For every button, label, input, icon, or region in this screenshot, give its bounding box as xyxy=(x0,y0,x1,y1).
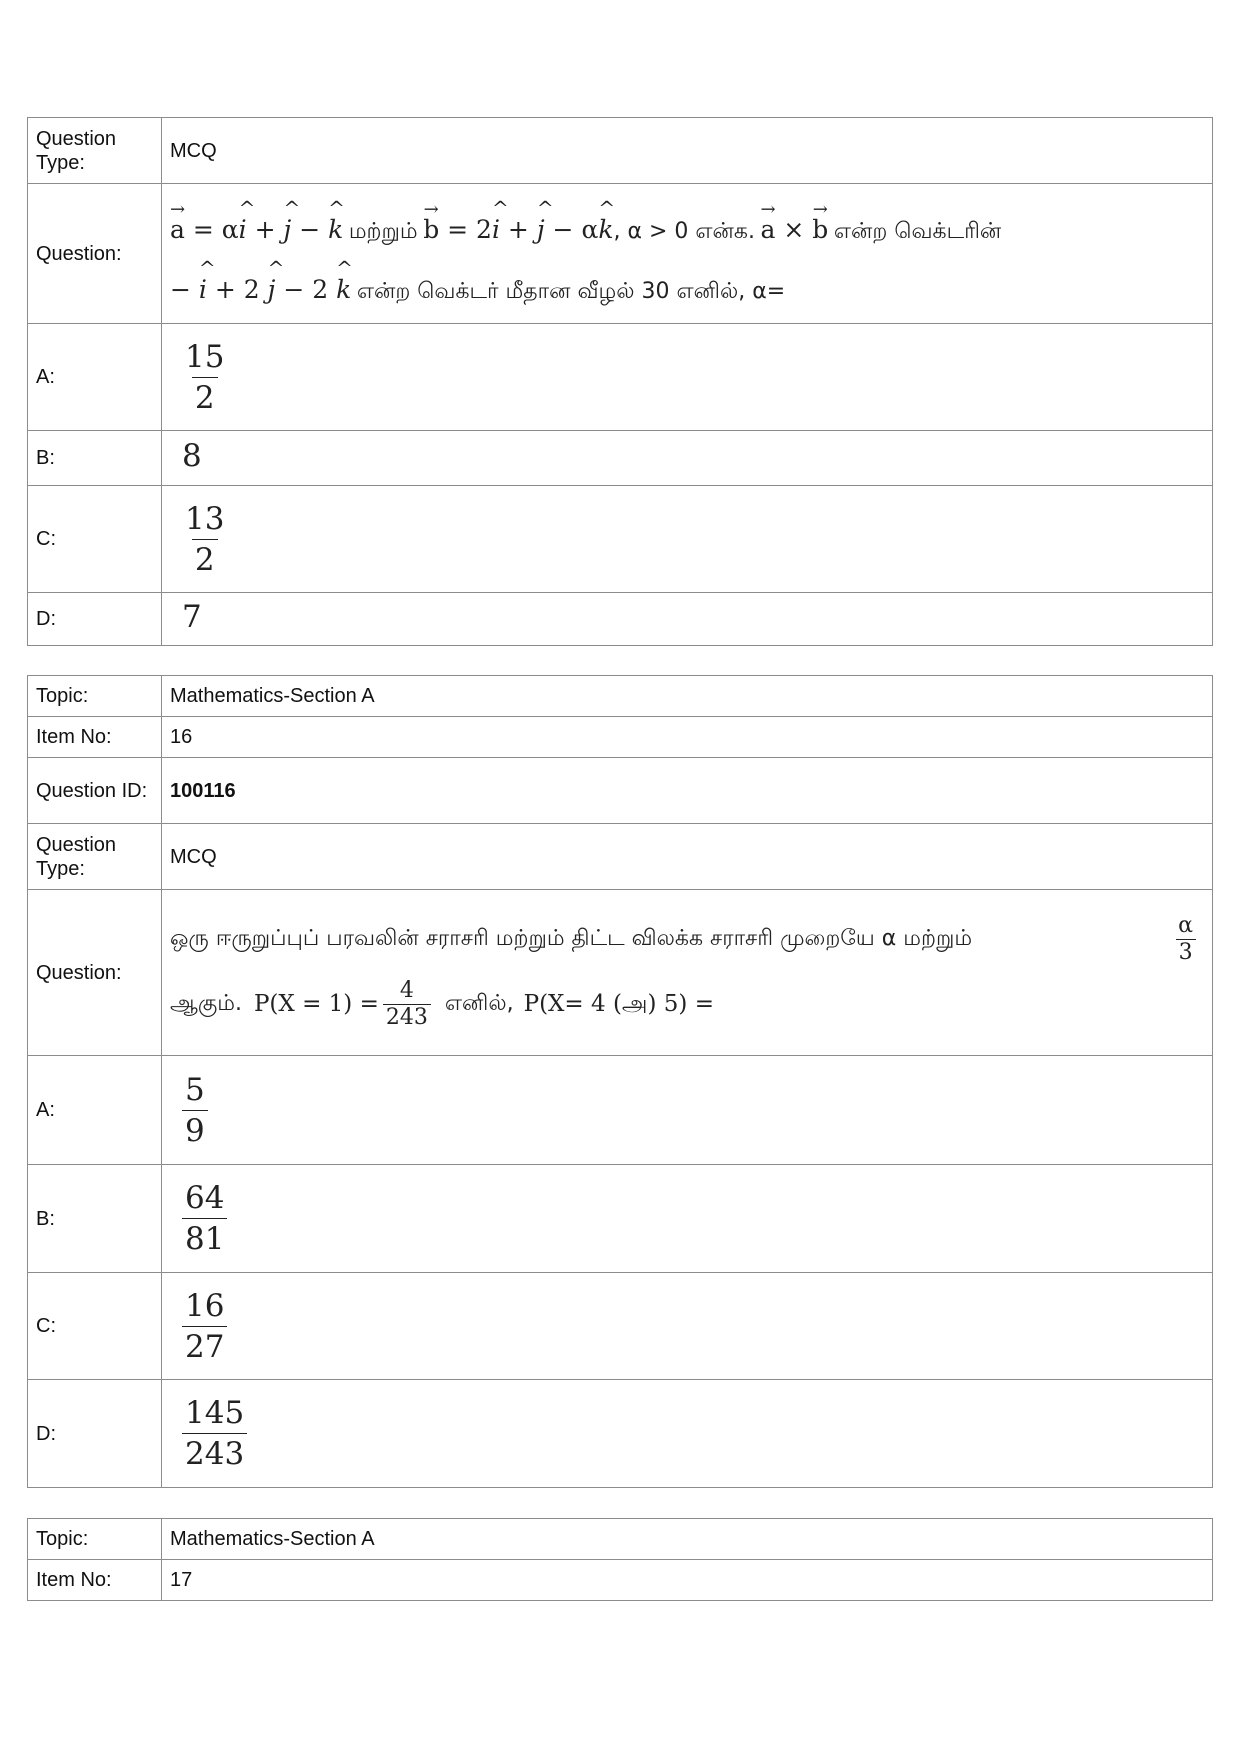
option-c-value: $\frac{16}{27}$ xyxy=(162,1273,1213,1380)
question-id-label: Question ID: xyxy=(28,758,162,824)
question-type-value: MCQ xyxy=(162,118,1213,184)
option-a-label: A: xyxy=(28,324,162,431)
option-d-label: D: xyxy=(28,1380,162,1488)
topic-value: Mathematics-Section A xyxy=(162,676,1213,717)
option-c-value: $\frac{13}{2}$ xyxy=(162,486,1213,593)
option-a-value: $\frac{15}{2}$ xyxy=(162,324,1213,431)
question-type-label: Question Type: xyxy=(28,824,162,890)
question-text: ஒரு ஈருறுப்புப் பரவலின் சராசரி மற்றும் திட்ட விலக்க சராசரி முறையே α மற்றும் $\frac{\alpha}{3}$ ஆகும். P(X = 1) = $\frac{4}{243}$ எனில், P(X= 4 (அ) 5) = xyxy=(162,890,1213,1056)
item-no-value: 16 xyxy=(162,717,1213,758)
option-c-label: C: xyxy=(28,1273,162,1380)
option-c-label: C: xyxy=(28,486,162,593)
question-label: Question: xyxy=(28,184,162,324)
option-a-label: A: xyxy=(28,1056,162,1165)
question-type-value: MCQ xyxy=(162,824,1213,890)
question-type-label: Question Type: xyxy=(28,118,162,184)
topic-value: Mathematics-Section A xyxy=(162,1519,1213,1560)
question-text: → a = α^ i + ^ j − ^ k மற்றும் → b = 2^ i + ^ j − α^ k, α > 0 என்க. → a × → b என்ற வெக்டரின் − ^ i + 2 ^ j − 2 ^ k என்ற வெக்டர் மீதான வீழல் 30 எனில், α= xyxy=(162,184,1213,324)
item-no-value: 17 xyxy=(162,1560,1213,1601)
question-table-15 xyxy=(27,117,1213,646)
topic-label: Topic: xyxy=(28,676,162,717)
option-b-value: $\frac{64}{81}$ xyxy=(162,1165,1213,1273)
option-a-value: $\frac{5}{9}$ xyxy=(162,1056,1213,1165)
option-b-label: B: xyxy=(28,431,162,486)
option-b-value: 8 xyxy=(162,431,1213,486)
topic-label: Topic: xyxy=(28,1519,162,1560)
option-d-value: 7 xyxy=(162,593,1213,646)
item-no-label: Item No: xyxy=(28,717,162,758)
question-table-17 xyxy=(27,1518,1213,1601)
option-d-label: D: xyxy=(28,593,162,646)
question-label: Question: xyxy=(28,890,162,1056)
question-table-16 xyxy=(27,675,1213,1488)
option-b-label: B: xyxy=(28,1165,162,1273)
question-id-value: 100116 xyxy=(162,758,1213,824)
option-d-value: $\frac{145}{243}$ xyxy=(162,1380,1213,1488)
item-no-label: Item No: xyxy=(28,1560,162,1601)
